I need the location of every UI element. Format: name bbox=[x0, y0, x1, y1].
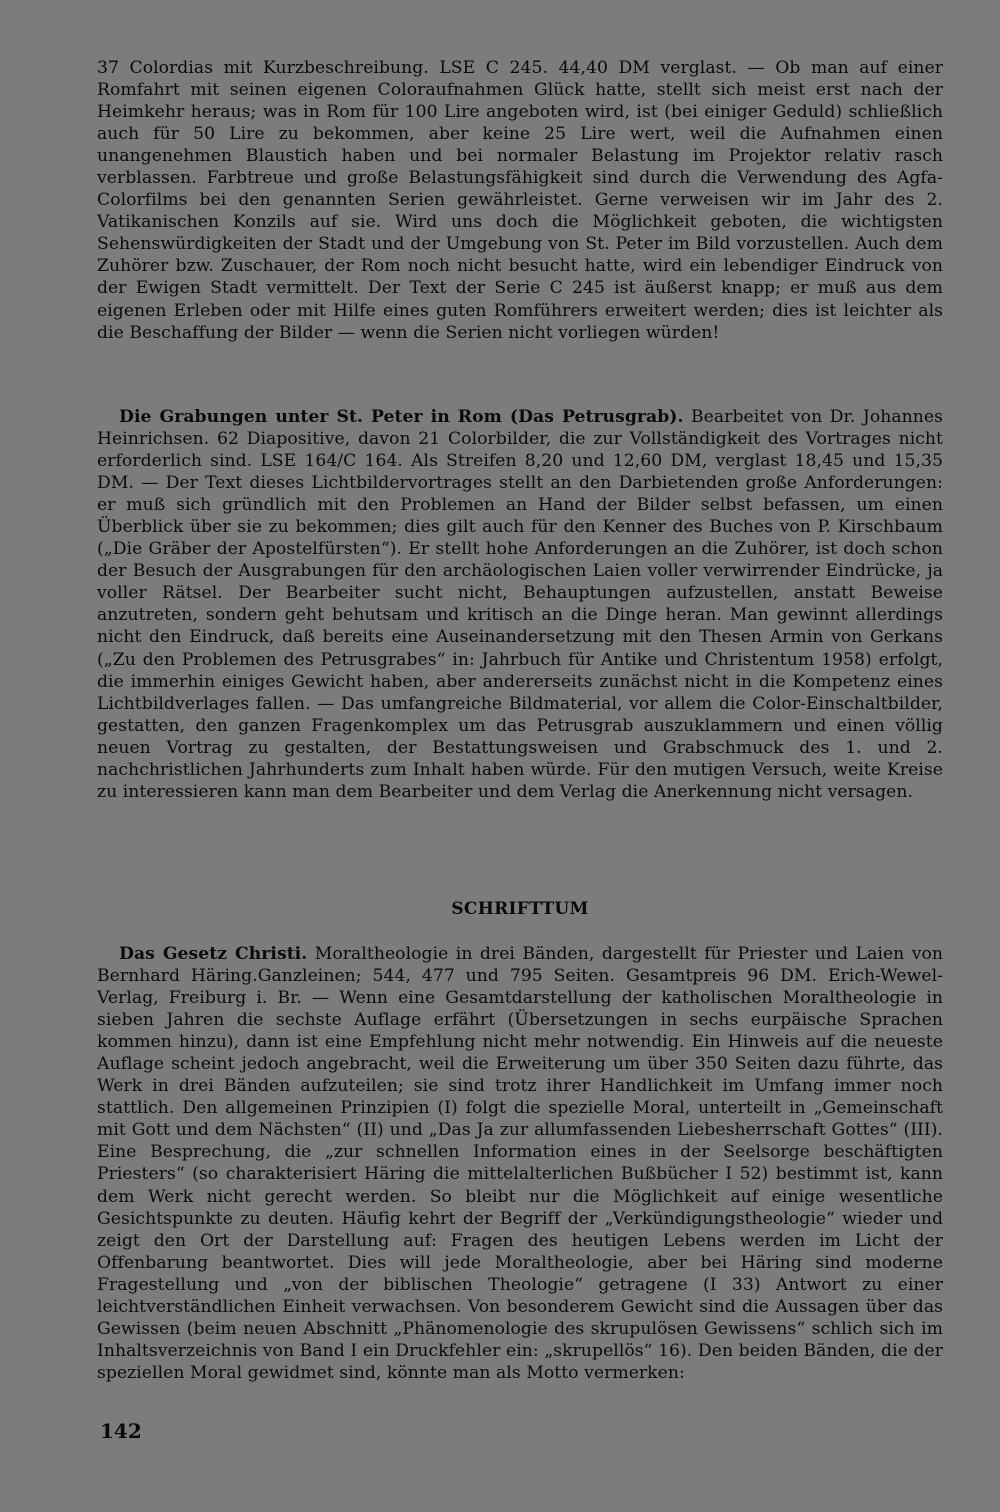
review-paragraph-rome-slides bbox=[97, 57, 943, 344]
page-number: 142 bbox=[100, 1419, 142, 1443]
review-paragraph-petrusgrab bbox=[97, 406, 943, 803]
paragraph-text: Bearbeitet von Dr. Johannes Heinrichsen. 62 Diapositive, davon 21 Colorbilder, die zur Vollständigkeit des Vortrages nicht erforderlich sind. LSE 164/C 164. Als Streifen 8,20 und 12,60 DM, verglast 18,45 und 15,35 DM. — Der Text dieses Lichtbildervortrages stellt an den Darbietenden große Anforderungen: er muß sich gründlich mit den Problemen an Hand der Bilder selbst befassen, um einen Überblick über sie zu bekommen; dies gilt auch für den Kenner des Buches von P. Kirschbaum („Die Gräber der Apostelfürsten“). Er stellt hohe Anforderungen an die Zuhörer, ist doch schon der Besuch der Ausgrabungen für den archäologischen Laien voller verwirrender Eindrücke, ja voller Rätsel. Der Bearbeiter sucht nicht, Behauptungen aufzustellen, anstatt Beweise anzutreten, sondern geht behutsam und kritisch an die Dinge heran. Man gewinnt allerdings nicht den Eindruck, daß bereits eine Auseinandersetzung mit den Thesen Armin von Gerkans („Zu den Problemen des Petrusgrabes“ in: Jahrbuch für Antike und Christentum 1958) erfolgt, die immerhin einiges Gewicht haben, aber andererseits zunächst nicht in die Kompetenz eines Lichtbildverlages fallen. — Das umfangreiche Bildmaterial, vor allem die Color-Einschaltbilder, gestatten, den ganzen Fragenkomplex um das Petrusgrab auszuklammern und einen völlig neuen Vortrag zu gestalten, der Bestattungsweisen und Grabschmuck des 1. und 2. nachchristlichen Jahrhunderts zum Inhalt haben würde. Für den mutigen Versuch, weite Kreise zu interessieren kann man dem Bearbeiter und dem Verlag die Anerkennung nicht versagen. bbox=[97, 407, 943, 802]
paragraph-text: Moraltheologie in drei Bänden, dargestellt für Priester und Laien von Bernhard Häring.Ganzleinen; 544, 477 und 795 Seiten. Gesamtpreis 96 DM. Erich-Wewel-Verlag, Freiburg i. Br. — Wenn eine Gesamtdarstellung der katholischen Moraltheologie in sieben Jahren die sechste Auflage erfährt (Übersetzungen in sechs eurpäische Sprachen kommen hinzu), dann ist eine Empfehlung nicht mehr notwendig. Ein Hinweis auf die neueste Auflage scheint jedoch angebracht, weil die Erweiterung um über 350 Seiten dazu führte, das Werk in drei Bänden aufzuteilen; sie sind trotz ihrer Handlichkeit im Umfang immer noch stattlich. Den allgemeinen Prinzipien (I) folgt die spezielle Moral, unterteilt in „Gemeinschaft mit Gott und dem Nächsten“ (II) und „Das Ja zur allumfassenden Liebesherrschaft Gottes“ (III). Eine Besprechung, die „zur schnellen Information eines in der Seelsorge beschäftigten Priesters“ (so charakterisiert Häring die mittelalterlichen Bußbücher I 52) bestimmt ist, kann dem Werk nicht gerecht werden. So bleibt nur die Möglichkeit auf einige wesentliche Gesichtspunkte zu deuten. Häufig kehrt der Begriff der „Verkündigungstheologie“ wieder und zeigt den Ort der Darstellung auf: Fragen des heutigen Lebens werden im Licht der Offenbarung beantwortet. Dies will jede Moraltheologie, aber bei Häring sind moderne Fragestellung und „von der biblischen Theologie“ getragene (I 33) Antwort zu einer leichtverständlichen Einheit verwachsen. Von besonderem Gewicht sind die Aussagen über das Gewissen (beim neuen Abschnitt „Phänomenologie des skrupulösen Gewissens“ schlich sich im Inhaltsverzeichnis von Band I ein Druckfehler ein: „skrupellös“ 16). Den beiden Bänden, die der speziellen Moral gewidmet sind, könnte man als Motto vermerken: bbox=[97, 944, 943, 1383]
paragraph-text: 37 Colordias mit Kurzbeschreibung. LSE C 245. 44,40 DM verglast. — Ob man auf einer Romfahrt mit seinen eigenen Coloraufnahmen Glück hatte, stellt sich meist erst nach der Heimkehr heraus; was in Rom für 100 Lire angeboten wird, ist (bei einiger Geduld) schließlich auch für 50 Lire zu bekommen, aber keine 25 Lire wert, weil die Aufnahmen einen unangenehmen Blaustich haben und bei normaler Belastung im Projektor relativ rasch verblassen. Farbtreue und große Belastungsfähigkeit sind durch die Verwendung des Agfa-Colorfilms bei den genannten Serien gewährleistet. Gerne verweisen wir im Jahr des 2. Vatikanischen Konzils auf sie. Wird uns doch die Möglichkeit geboten, die wichtigsten Sehenswürdigkeiten der Stadt und der Umgebung von St. Peter im Bild vorzustellen. Auch dem Zuhörer bzw. Zuschauer, der Rom noch nicht besucht hatte, wird ein lebendiger Eindruck von der Ewigen Stadt vermittelt. Der Text der Serie C 245 ist äußerst knapp; er muß aus dem eigenen Erleben oder mit Hilfe eines guten Romführers erweitert werden; dies ist leichter als die Beschaffung der Bilder — wenn die Serien nicht vorliegen würden! bbox=[97, 58, 943, 343]
review-title: Das Gesetz Christi. bbox=[119, 944, 308, 964]
review-title: Die Grabungen unter St. Peter in Rom (Das Petrusgrab). bbox=[119, 407, 684, 427]
review-paragraph-gesetz-christi bbox=[97, 943, 943, 1384]
section-heading: SCHRIFTTUM bbox=[451, 899, 589, 919]
